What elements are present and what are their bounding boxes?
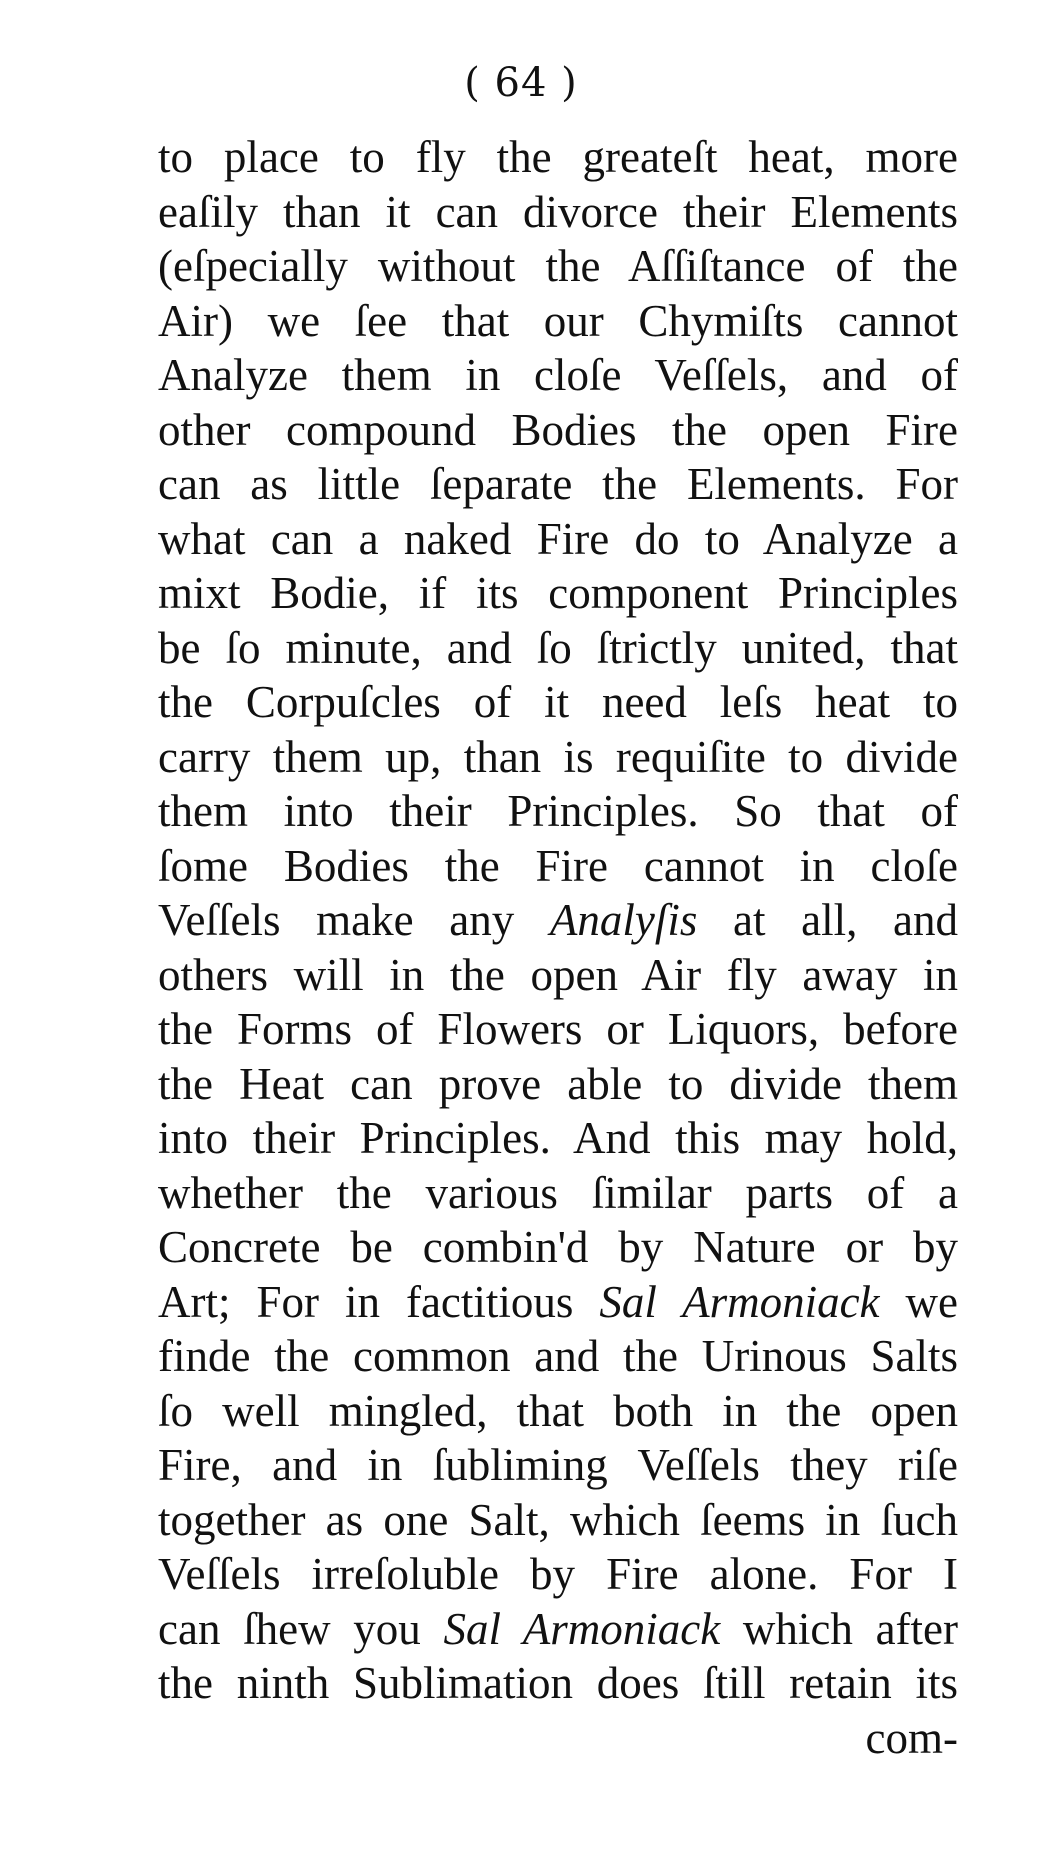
text-segment: can as little ſeparate the Elements. For: [158, 459, 958, 509]
text-segment: which after: [720, 1603, 958, 1654]
text-segment: whether the various ſimilar parts of a: [158, 1167, 958, 1218]
text-segment: eaſily than it can divorce their Elements: [158, 186, 958, 237]
text-line: [158, 512, 958, 567]
text-segment: Veſſels make any: [158, 895, 550, 945]
catchword: com-: [865, 1712, 958, 1763]
text-segment: ſo well mingled, that both in the open: [158, 1385, 958, 1436]
page-number: ( 64 ): [464, 60, 578, 106]
text-segment: others will in the open Air fly away in: [158, 949, 958, 1000]
text-line: [158, 239, 958, 294]
italic-text: Sal Armoniack: [443, 1603, 721, 1654]
text-segment: Air) we ſee that our Chymiſts cannot: [158, 295, 958, 346]
text-segment: other compound Bodies the open Fire: [158, 404, 958, 455]
text-segment: Veſſels irreſoluble by Fire alone. For I: [158, 1549, 958, 1599]
text-line: [158, 1656, 958, 1711]
text-line: [158, 730, 958, 785]
text-line: [158, 839, 958, 894]
text-line: [158, 621, 958, 676]
text-segment: Art; For in factitious: [158, 1276, 600, 1327]
text-segment: at all, and: [697, 895, 959, 945]
text-segment: mixt Bodie, if its component Principles: [158, 568, 958, 618]
text-line: [158, 1220, 958, 1275]
text-segment: can ſhew you: [158, 1603, 444, 1654]
text-line: [158, 1166, 958, 1221]
text-line: [158, 457, 958, 512]
text-line: [158, 1275, 958, 1330]
text-segment: Fire, and in ſubliming Veſſels they riſe: [158, 1440, 958, 1490]
text-line: [158, 1493, 958, 1548]
text-segment: Concrete be combin'd by Nature or by: [158, 1222, 958, 1272]
text-segment: them into their Principles. So that of: [158, 786, 958, 836]
text-line: [158, 294, 958, 349]
text-line: [158, 1602, 958, 1657]
body-text: [158, 130, 958, 1765]
text-line: [158, 675, 958, 730]
text-segment: to place to fly the greateſt heat, more: [158, 132, 958, 182]
text-line: [158, 1384, 958, 1439]
text-segment: the ninth Sublimation does ſtill retain its: [158, 1658, 958, 1708]
text-line: [158, 1111, 958, 1166]
text-segment: finde the common and the Urinous Salts: [158, 1331, 958, 1381]
text-segment: we: [879, 1276, 958, 1327]
italic-text: Analyſis: [549, 895, 698, 945]
text-segment: what can a naked Fire do to Analyze a: [158, 513, 958, 564]
text-segment: together as one Salt, which ſeems in ſuch: [158, 1494, 958, 1545]
text-segment: ſome Bodies the Fire cannot in cloſe: [158, 840, 958, 891]
text-line: [158, 893, 958, 948]
text-line: [158, 1547, 958, 1602]
text-line: [158, 130, 958, 185]
text-segment: the Forms of Flowers or Liquors, before: [158, 1004, 958, 1054]
italic-text: Sal Armoniack: [599, 1276, 880, 1327]
text-line: [158, 948, 958, 1003]
text-line: [158, 403, 958, 458]
text-line: [158, 348, 958, 403]
text-segment: the Heat can prove able to divide them: [158, 1058, 958, 1109]
text-line: [158, 1057, 958, 1112]
text-line: [158, 1002, 958, 1057]
text-segment: into their Principles. And this may hold,: [158, 1113, 958, 1163]
text-line: [158, 185, 958, 240]
text-line: [158, 1438, 958, 1493]
text-line: [158, 1329, 958, 1384]
text-segment: (eſpecially without the Aſſiſtance of the: [158, 241, 958, 291]
text-segment: be ſo minute, and ſo ſtrictly united, that: [158, 622, 958, 673]
text-segment: Analyze them in cloſe Veſſels, and of: [158, 350, 958, 400]
text-segment: the Corpuſcles of it need leſs heat to: [158, 677, 958, 727]
text-line: [158, 784, 958, 839]
text-segment: carry them up, than is requiſite to divide: [158, 731, 958, 782]
text-line: [158, 566, 958, 621]
